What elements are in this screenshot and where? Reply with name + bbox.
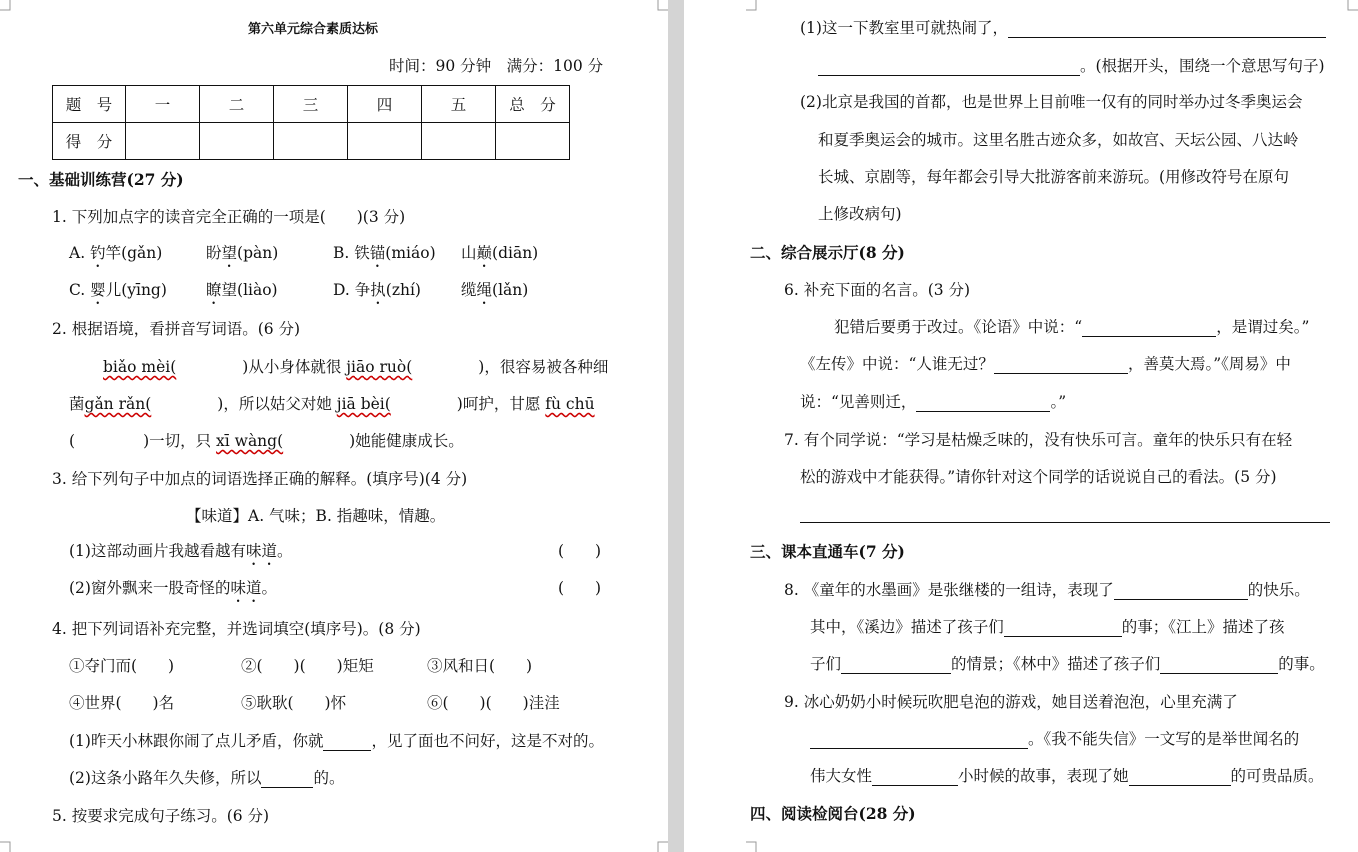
table-header-cell: 一: [126, 86, 200, 123]
table-header-cell: 三: [274, 86, 348, 123]
q1-option-b-word2: 山巅(diān): [461, 244, 539, 262]
q2-line-1: biǎo mèi( )从小身体就很 jiāo ruò( )，很容易被各种细: [103, 358, 609, 376]
q4-word-2: ②( )( )矩矩: [241, 657, 374, 675]
answer-blank[interactable]: [1129, 769, 1231, 786]
q1-option-a-word2: 盼望(pàn): [206, 244, 279, 262]
table-row: [53, 86, 570, 123]
q3-sentence-2: (2)窗外飘来一股奇怪的味道。: [69, 579, 277, 597]
section-4-title: 四、阅读检阅台(28 分): [750, 804, 916, 823]
table-row: [53, 123, 570, 160]
answer-blank[interactable]: [323, 734, 371, 751]
score-cell[interactable]: [126, 123, 200, 160]
q1-option-a: A. 钓竿(gǎn): [69, 244, 163, 262]
answer-blank[interactable]: [1160, 657, 1278, 674]
score-cell[interactable]: [348, 123, 422, 160]
page-corner-mark: [746, 0, 760, 14]
table-row-label: 得 分: [53, 123, 126, 160]
q5-sentence-2-line-2: 和夏季奥运会的城市。这里名胜古迹众多，如故宫、天坛公园、八达岭: [818, 131, 1299, 149]
page-corner-mark: [654, 838, 668, 852]
score-cell[interactable]: [274, 123, 348, 160]
page-corner-mark: [0, 838, 14, 852]
question-4-stem: 4. 把下列词语补充完整，并选词填空(填序号)。(8 分): [52, 620, 421, 638]
question-3-stem: 3. 给下列句子中加点的词语选择正确的解释。(填序号)(4 分): [52, 470, 468, 488]
q5-sentence-2-line-1: (2)北京是我国的首都，也是世界上目前唯一仅有的同时举办过冬季奥运会: [800, 93, 1303, 111]
score-cell[interactable]: [200, 123, 274, 160]
table-header-cell: 四: [348, 86, 422, 123]
answer-blank[interactable]: [916, 395, 1050, 412]
q1-option-d: D. 争执(zhí): [333, 281, 421, 299]
score-cell[interactable]: [496, 123, 570, 160]
q3-answer-paren-1[interactable]: ( ): [558, 542, 602, 560]
answer-blank[interactable]: [818, 59, 1080, 76]
section-3-title: 三、课本直通车(7 分): [750, 542, 905, 561]
q2-line-2: 菌gǎn rǎn( )，所以姑父对她 jiā bèi( )呵护，甘愿 fù chū: [69, 395, 595, 413]
page-corner-mark: [746, 838, 760, 852]
q2-line-3: ( )一切，只 xī wàng( )她能健康成长。: [69, 432, 464, 450]
score-cell[interactable]: [422, 123, 496, 160]
q5-sentence-1: (1)这一下教室里可就热闹了，: [800, 18, 1326, 38]
score-table: [52, 85, 570, 160]
q3-answer-paren-2[interactable]: ( ): [558, 579, 602, 597]
q6-line-2: 《左传》中说：“人谁无过？ ，善莫大焉。”《周易》中: [800, 355, 1291, 373]
q4-word-4: ④世界( )名: [69, 694, 175, 712]
answer-blank[interactable]: [841, 657, 951, 674]
q5-sentence-2-line-3: 长城、京剧等，每年都会引导大批游客前来游玩。(用修改符号在原句: [818, 168, 1290, 186]
q5-sentence-2-line-4: 上修改病句): [818, 205, 902, 223]
question-1-stem: 1. 下列加点字的读音完全正确的一项是( )(3 分): [52, 208, 406, 226]
question-2-stem: 2. 根据语境，看拼音写词语。(6 分): [52, 320, 301, 338]
question-8-line-3: 子们 的情景；《林中》描述了孩子们 的事。: [810, 655, 1325, 673]
q6-line-1: 犯错后要勇于改过。《论语》中说：“ ，是谓过矣。”: [834, 318, 1310, 336]
q1-option-c: C. 婴儿(yīng): [69, 281, 167, 299]
page-corner-mark: [654, 0, 668, 14]
q5-sentence-1-cont: 。(根据开头，围绕一个意思写句子): [818, 56, 1325, 76]
page-corner-mark: [0, 0, 14, 14]
answer-blank[interactable]: [1114, 583, 1248, 600]
answer-blank[interactable]: [810, 732, 1028, 749]
question-7-line-1: 7. 有个同学说：“学习是枯燥乏味的，没有快乐可言。童年的快乐只有在轻: [784, 431, 1293, 449]
answer-blank[interactable]: [261, 771, 313, 788]
answer-blank[interactable]: [1082, 320, 1216, 337]
question-7-line-2: 松的游戏中才能获得。”请你针对这个同学的话说说自己的看法。(5 分): [800, 468, 1277, 486]
question-5-stem: 5. 按要求完成句子练习。(6 分): [52, 807, 270, 825]
question-6-stem: 6. 补充下面的名言。(3 分): [784, 281, 971, 299]
q6-line-3: 说：“见善则迁， 。”: [800, 393, 1067, 411]
q1-option-c-word2: 瞭望(liào): [206, 281, 278, 299]
answer-blank[interactable]: [1004, 620, 1122, 637]
q1-option-b: B. 铁锚(miáo): [333, 244, 436, 262]
time-score-info: 时间：90 分钟 满分：100 分: [389, 57, 604, 75]
question-9-line-2: 。《我不能失信》一文写的是举世闻名的: [810, 729, 1299, 749]
q4-word-1: ①夺门而( ): [69, 657, 175, 675]
document-page-right: [684, 0, 1358, 852]
answer-blank[interactable]: [1008, 21, 1326, 38]
question-8-line-2: 其中，《溪边》描述了孩子们 的事；《江上》描述了孩: [810, 618, 1285, 636]
q3-definition: 【味道】A. 气味；B. 指趣味，情趣。: [186, 507, 446, 525]
table-header-cell: 五: [422, 86, 496, 123]
q4-word-6: ⑥( )( )洼洼: [427, 694, 560, 712]
table-header-cell: 题 号: [53, 86, 126, 123]
q4-sentence-2: (2)这条小路年久失修，所以 的。: [69, 769, 345, 787]
document-page-left: [0, 0, 668, 852]
table-header-cell: 二: [200, 86, 274, 123]
q4-word-3: ③风和日( ): [427, 657, 533, 675]
q3-sentence-1: (1)这部动画片我越看越有味道。: [69, 542, 293, 560]
question-9-line-1: 9. 冰心奶奶小时候玩吹肥皂泡的游戏，她目送着泡泡，心里充满了: [784, 693, 1238, 711]
section-2-title: 二、综合展示厅(8 分): [750, 243, 905, 262]
q4-word-5: ⑤耿耿( )怀: [241, 694, 347, 712]
answer-blank[interactable]: [994, 357, 1128, 374]
table-header-cell: 总 分: [496, 86, 570, 123]
q7-answer-line[interactable]: [800, 522, 1330, 523]
page-corner-mark: [1344, 0, 1358, 14]
q1-option-d-word2: 缆绳(lǎn): [461, 281, 529, 299]
q4-sentence-1: (1)昨天小林跟你闹了点儿矛盾，你就 ，见了面也不问好，这是不对的。: [69, 732, 604, 750]
answer-blank[interactable]: [872, 769, 958, 786]
page-title: 第六单元综合素质达标: [248, 22, 379, 37]
section-1-title: 一、基础训练营(27 分): [18, 170, 184, 189]
question-8-line-1: 8. 《童年的水墨画》是张继楼的一组诗，表现了 的快乐。: [784, 581, 1310, 599]
question-9-line-3: 伟大女性 小时候的故事，表现了她 的可贵品质。: [810, 767, 1324, 785]
